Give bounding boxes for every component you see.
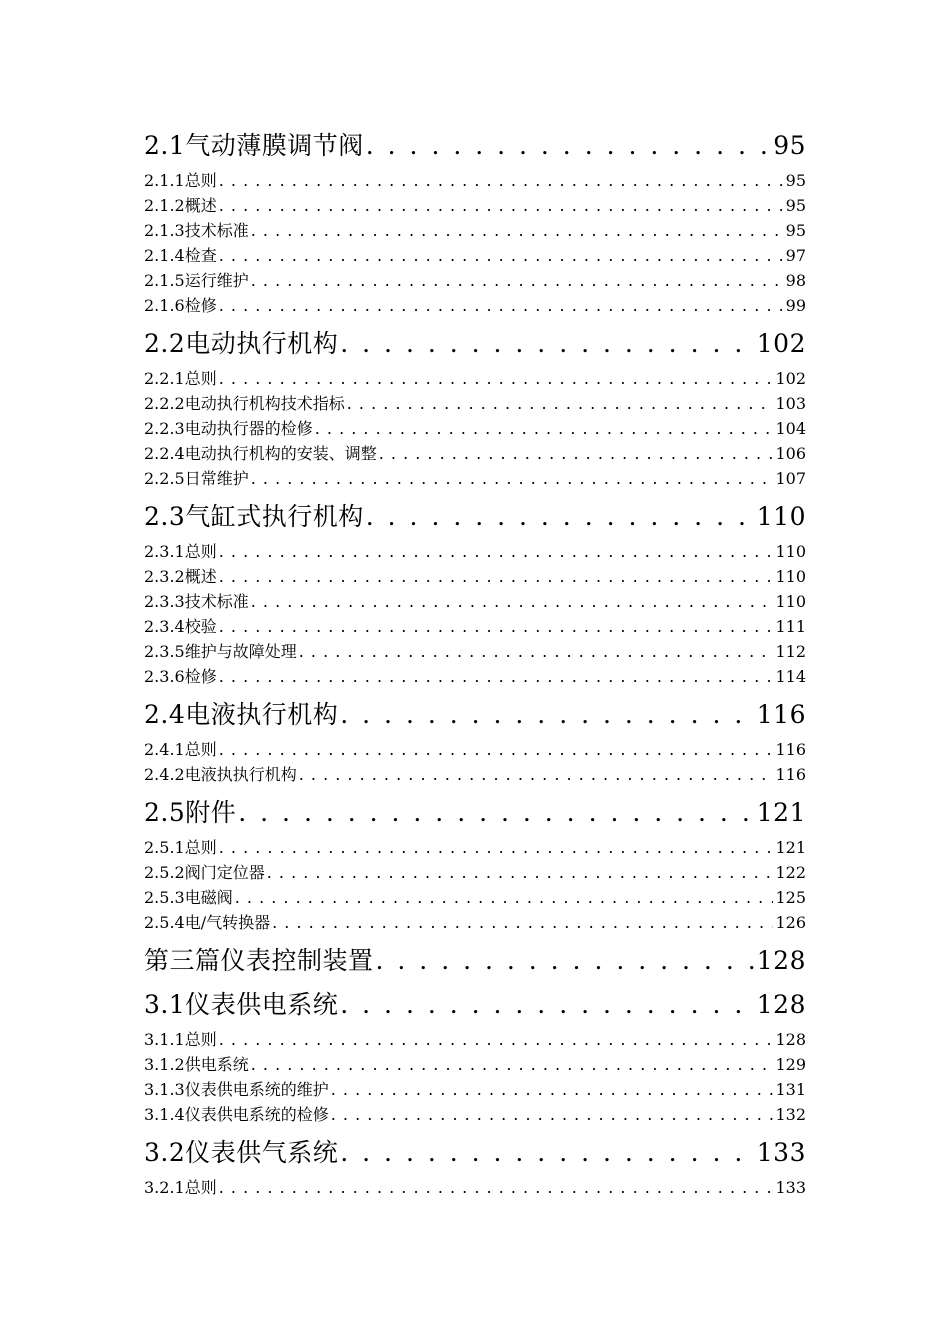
dot-leader [340,987,755,1023]
toc-entry-page: 97 [785,246,806,265]
dot-leader [331,1077,774,1102]
toc-entry-label: 2.2.2电动执行机构技术指标 [144,394,345,413]
toc-entry-label: 2.4电液执行机构 [144,700,339,729]
dot-leader [219,835,774,860]
toc-entry[interactable] [144,1077,806,1102]
toc-entry[interactable] [144,639,806,664]
toc-entry[interactable] [144,168,806,193]
toc-entry-label: 3.1.1总则 [144,1030,217,1049]
toc-entry-label: 2.4.1总则 [144,740,217,759]
dot-leader [366,128,771,164]
toc-entry-label: 2.1.6检修 [144,296,217,315]
dot-leader [299,762,774,787]
toc-entry-page: 104 [775,419,806,438]
toc-entry[interactable] [144,128,806,164]
toc-entry-page: 125 [775,888,806,907]
dot-leader [376,943,755,979]
toc-entry-label: 2.2.5日常维护 [144,469,249,488]
toc-entry[interactable] [144,885,806,910]
toc-entry-label: 3.1.3仪表供电系统的维护 [144,1080,329,1099]
toc-entry-page: 128 [756,946,806,975]
dot-leader [340,326,755,362]
dot-leader [219,664,774,689]
dot-leader [379,441,774,466]
toc-entry[interactable] [144,1052,806,1077]
dot-leader [219,614,774,639]
toc-entry-page: 95 [785,171,806,190]
toc-entry-label: 2.1.2概述 [144,196,217,215]
toc-entry-page: 128 [756,990,806,1019]
toc-entry-label: 2.1气动薄膜调节阀 [144,131,364,160]
toc-entry-label: 2.3.2概述 [144,567,217,586]
toc-entry-label: 2.3气缸式执行机构 [144,502,364,531]
toc-entry[interactable] [144,987,806,1023]
dot-leader [347,391,774,416]
toc-entry[interactable] [144,243,806,268]
dot-leader [219,1027,774,1052]
toc-entry-page: 121 [756,798,806,827]
dot-leader [251,1052,774,1077]
toc-entry-label: 2.3.3技术标准 [144,592,249,611]
toc-entry-label: 2.5.4电/气转换器 [144,913,271,932]
toc-entry[interactable] [144,268,806,293]
dot-leader [340,1135,755,1171]
toc-entry-page: 116 [756,700,806,729]
toc-entry-page: 114 [775,667,806,686]
toc-entry-page: 133 [756,1138,806,1167]
toc-entry-page: 107 [775,469,806,488]
toc-entry-label: 3.2.1总则 [144,1178,217,1197]
toc-entry[interactable] [144,1175,806,1200]
toc-entry[interactable] [144,366,806,391]
toc-entry[interactable] [144,539,806,564]
toc-entry-label: 2.4.2电液执执行机构 [144,765,297,784]
toc-entry-label: 2.3.6检修 [144,667,217,686]
toc-entry[interactable] [144,1135,806,1171]
toc-entry[interactable] [144,391,806,416]
toc-entry[interactable] [144,416,806,441]
dot-leader [219,564,774,589]
toc-entry-label: 2.1.3技术标准 [144,221,249,240]
toc-entry[interactable] [144,193,806,218]
dot-leader [251,466,774,491]
toc-entry[interactable] [144,910,806,935]
dot-leader [299,639,774,664]
toc-entry-label: 3.1.2供电系统 [144,1055,249,1074]
toc-entry[interactable] [144,564,806,589]
toc-entry[interactable] [144,737,806,762]
toc-entry-page: 133 [775,1178,806,1197]
toc-entry-label: 2.3.4校验 [144,617,217,636]
toc-entry-page: 112 [775,642,806,661]
toc-entry-page: 95 [785,196,806,215]
toc-entry[interactable] [144,1102,806,1127]
dot-leader [219,737,774,762]
toc-entry-label: 2.5附件 [144,798,237,827]
table-of-contents [144,128,806,1200]
toc-entry-page: 98 [785,271,806,290]
dot-leader [219,539,774,564]
toc-entry-page: 121 [775,838,806,857]
toc-entry-label: 2.2.1总则 [144,369,217,388]
dot-leader [219,193,784,218]
toc-entry-page: 95 [785,221,806,240]
dot-leader [251,268,784,293]
toc-entry-label: 2.5.2阀门定位器 [144,863,265,882]
toc-entry-label: 第三篇仪表控制装置 [144,946,374,975]
toc-entry-label: 2.2.4电动执行机构的安装、调整 [144,444,377,463]
toc-entry[interactable] [144,1027,806,1052]
toc-entry-label: 2.1.1总则 [144,171,217,190]
toc-entry[interactable] [144,614,806,639]
toc-entry[interactable] [144,943,806,979]
toc-entry-label: 2.1.5运行维护 [144,271,249,290]
dot-leader [238,795,755,831]
toc-entry-label: 2.1.4检查 [144,246,217,265]
toc-entry[interactable] [144,466,806,491]
toc-entry-label: 2.2电动执行机构 [144,329,339,358]
toc-entry[interactable] [144,795,806,831]
toc-entry-label: 2.5.1总则 [144,838,217,857]
toc-entry-page: 132 [775,1105,806,1124]
toc-entry-label: 2.2.3电动执行器的检修 [144,419,313,438]
toc-entry[interactable] [144,293,806,318]
dot-leader [267,860,774,885]
toc-entry-page: 102 [775,369,806,388]
toc-entry-label: 3.2仪表供气系统 [144,1138,339,1167]
toc-entry-page: 110 [756,502,806,531]
toc-entry-label: 2.5.3电磁阀 [144,888,233,907]
dot-leader [235,885,774,910]
dot-leader [219,366,774,391]
toc-entry[interactable] [144,835,806,860]
toc-entry-page: 122 [775,863,806,882]
toc-entry[interactable] [144,326,806,362]
toc-entry-label: 2.3.5维护与故障处理 [144,642,297,661]
toc-entry-page: 110 [775,592,806,611]
toc-entry-page: 126 [775,913,806,932]
toc-entry-page: 116 [775,765,806,784]
dot-leader [219,293,784,318]
dot-leader [219,243,784,268]
toc-entry-page: 131 [775,1080,806,1099]
toc-entry-page: 128 [775,1030,806,1049]
dot-leader [315,416,774,441]
toc-entry[interactable] [144,441,806,466]
dot-leader [272,910,773,935]
toc-entry[interactable] [144,664,806,689]
toc-entry[interactable] [144,860,806,885]
toc-entry-label: 3.1仪表供电系统 [144,990,339,1019]
toc-entry[interactable] [144,218,806,243]
toc-entry-page: 103 [775,394,806,413]
dot-leader [219,1175,774,1200]
toc-entry-page: 116 [775,740,806,759]
toc-entry[interactable] [144,762,806,787]
toc-entry-page: 106 [775,444,806,463]
toc-entry-label: 2.3.1总则 [144,542,217,561]
toc-entry-page: 110 [775,567,806,586]
dot-leader [340,697,755,733]
toc-entry-page: 129 [775,1055,806,1074]
dot-leader [251,589,774,614]
dot-leader [219,168,784,193]
dot-leader [331,1102,774,1127]
toc-entry[interactable] [144,589,806,614]
toc-entry-page: 102 [756,329,806,358]
dot-leader [366,499,755,535]
toc-entry-page: 110 [775,542,806,561]
toc-entry-page: 111 [775,617,806,636]
toc-entry[interactable] [144,697,806,733]
dot-leader [251,218,784,243]
toc-entry-page: 99 [785,296,806,315]
toc-entry-label: 3.1.4仪表供电系统的检修 [144,1105,329,1124]
toc-entry[interactable] [144,499,806,535]
toc-entry-page: 95 [773,131,806,160]
